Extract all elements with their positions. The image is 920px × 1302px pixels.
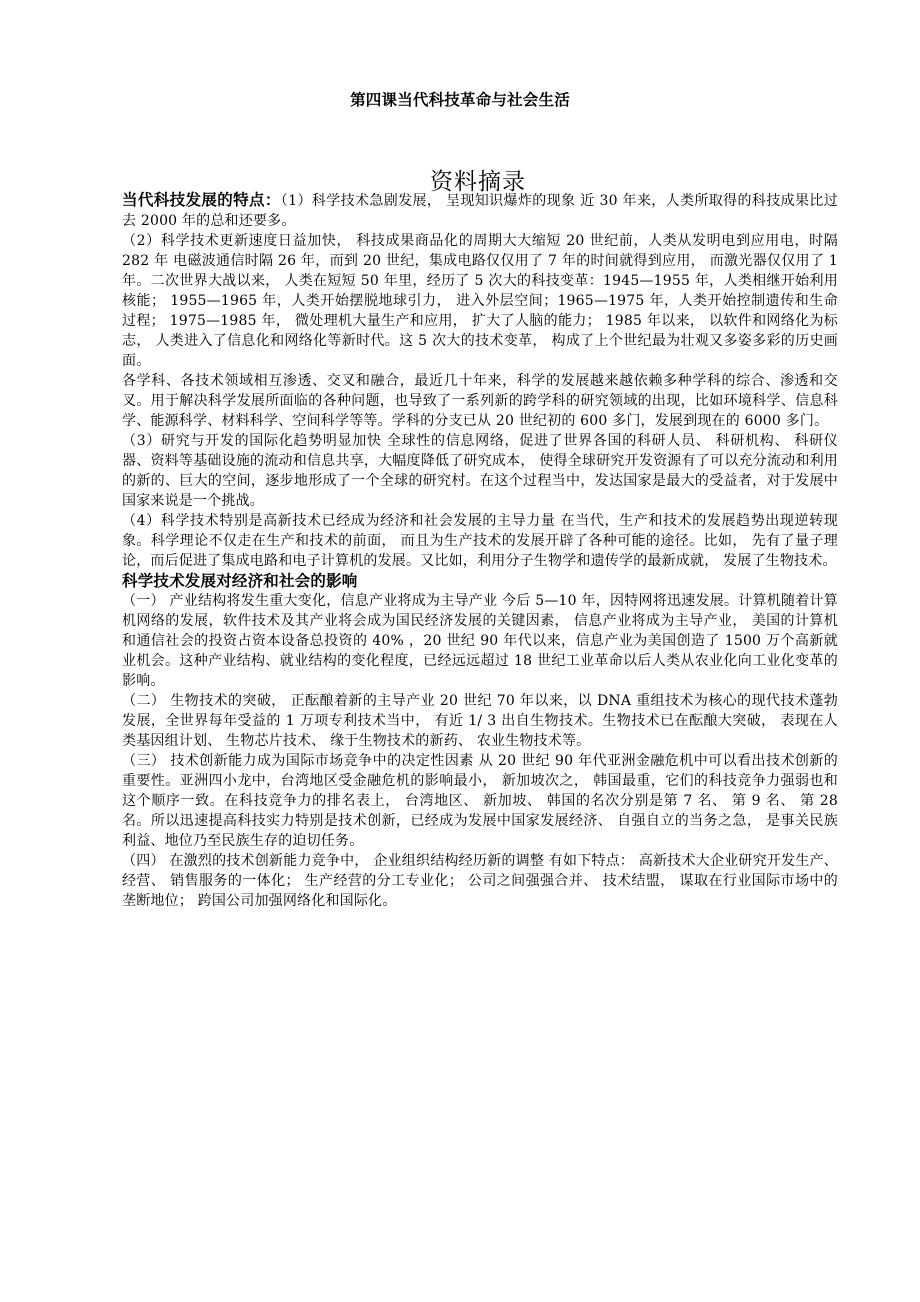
paragraph: （三） 技术创新能力成为国际市场竞争中的决定性因素 从 20 世纪 90 年代亚洲金融危机中可以看出技术创新的重要性。亚洲四小龙中，台湾地区受金融危机的影响最小， 新加坡次之， 韩国最重，它们的科技竞争力强弱也和这个顺序一致。在科技竞争力的排名表上， 台湾地区、 新加坡、 韩国的名次分别是第 7 名、 第 9 名、 第 28 名。所以迅速提高科技实力特别是技术创新，已经成为发展中国家发展经济、 自强自立的当务之急， 是事关民族利益、地位乃至民族生存的迫切任务。: [122, 753, 838, 849]
paragraph: 各学科、各技术领域相互渗透、交叉和融合，最近几十年来，科学的发展越来越依赖多种学科的综合、渗透和交叉。用于解决科学发展所面临的各种问题，也导致了一系列新的跨学科的研究领域的出现，比如环境科学、信息科学、能源科学、材料科学、空间科学等等。学科的分支已从 20 世纪初的 600 多门，发展到现在的 6000 多门。: [122, 373, 838, 429]
paragraph-text: （1）科学技术急剧发展， 呈现知识爆炸的现象 近 30 年来，人类所取得的科技成果比过去 2000 年的总和还要多。: [122, 193, 838, 229]
paragraph: （二） 生物技术的突破， 正酝酿着新的主导产业 20 世纪 70 年以来，以 DNA 重组技术为核心的现代技术蓬勃发展，全世界每年受益的 1 万项专利技术当中， 有近 1/ 3 出自生物技术。生物技术已在酝酿大突破， 表现在人 类基因组计划、 生物芯片技术、 缘于生物技术的新药、 农业生物技术等。: [122, 693, 838, 749]
section-heading-impact: 科学技术发展对经济和社会的影响: [122, 572, 358, 590]
section-heading-features: 当代科技发展的特点：: [122, 191, 281, 209]
paragraph: [122, 190, 838, 231]
paragraph: （一） 产业结构将发生重大变化，信息产业将成为主导产业 今后 5—10 年，因特网将迅速发展。计算机随着计算机网络的发展，软件技术及其产业将会成为国民经济发展的关键因素， 信息产业将成为主导产业， 美国的计算机和通信社会的投资占资本设备总投资的 40% ，20 世纪 90 年代以来，信息产业为美国创造了 1500 万个高新就业机会。这种产业结构、就业结构的变化程度，已经远远超过 18 世纪工业革命以后人类从农业化向工业化变革的影响。: [122, 593, 838, 689]
paragraph: （4）科学技术特别是高新技术已经成为经济和社会发展的主导力量 在当代，生产和技术的发展趋势出现逆转现象。科学理论不仅走在生产和技术的前面， 而且为生产技术的发展开辟了各种可能的途径。比如， 先有了量子理论，而后促进了集成电路和电子计算机的发展。又比如，利用分子生物学和遗传学的最新成就， 发展了生物技术。: [122, 513, 838, 569]
paragraph: （四） 在激烈的技术创新能力竞争中， 企业组织结构经历新的调整 有如下特点： 高新技术大企业研究开发生产、 经营、 销售服务的一体化； 生产经营的分工专业化； 公司之间强强合并、 技术结盟， 谋取在行业国际市场中的垄断地位； 跨国公司加强网络化和国际化。: [122, 853, 838, 909]
section-title: 资料摘录: [430, 169, 526, 195]
paragraph: （2）科学技术更新速度日益加快， 科技成果商品化的周期大大缩短 20 世纪前，人类从发明电到应用电，时隔 282 年 电磁波通信时隔 26 年，而到 20 世纪，集成电路仅仅用了 7 年的时间就得到应用， 而激光器仅仅用了 1 年。二次世界大战以来， 人类在短短 50 年里，经历了 5 次大的科技变革：1945—1955 年，人类相继开始利用核能； 1955—1965 年，人类开始摆脱地球引力， 进入外层空间；1965—1975 年，人类开始控制遗传和生命过程； 1975—1985 年， 微处理机大量生产和应用， 扩大了人脑的能力； 1985 年以来， 以软件和网络化为标志， 人类进入了信息化和网络化等新时代。这 5 次大的技术变革， 构成了上个世纪最为壮观又多姿多彩的历史画面。: [122, 233, 838, 369]
document-title: 第四课当代科技革命与社会生活: [350, 91, 570, 109]
document-body: [122, 190, 838, 911]
paragraph: （3）研究与开发的国际化趋势明显加快 全球性的信息网络，促进了世界各国的科研人员、 科研机构、 科研仪器、资料等基础设施的流动和信息共享，大幅度降低了研究成本， 使得全球研究开发资源有了可以充分流动和利用的新的、巨大的空间，逐步地形成了一个全球的研究村。在这个过程当中，发达国家是最大的受益者，对于发展中国家来说是一个挑战。: [122, 433, 838, 509]
